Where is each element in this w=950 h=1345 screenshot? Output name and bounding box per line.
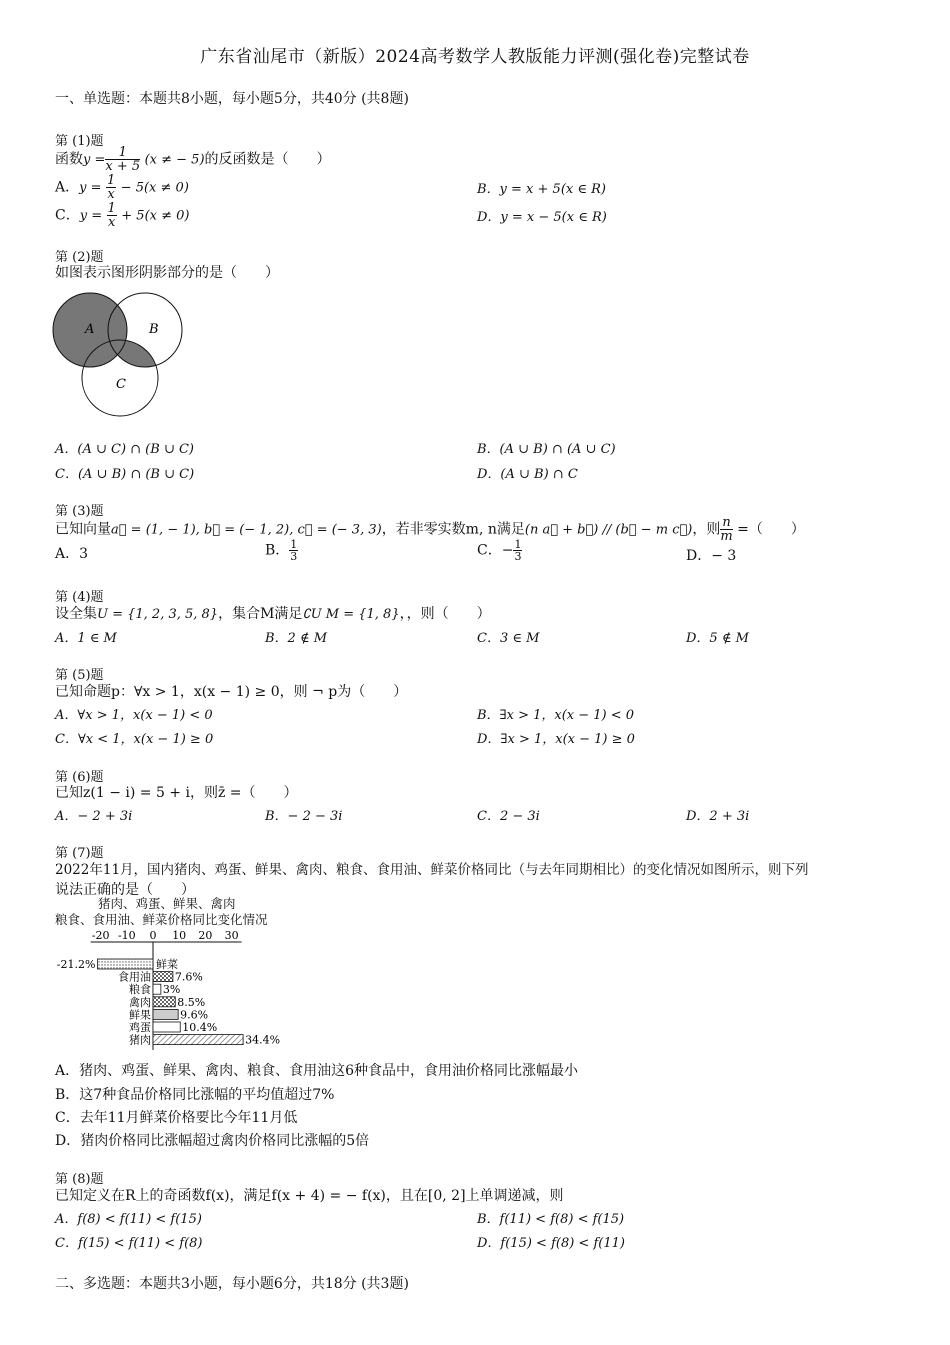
option-b[interactable]: B．(A ∪ B) ∩ (A ∪ C) xyxy=(477,442,616,457)
option-b[interactable]: B．f(11) < f(8) < f(15) xyxy=(477,1212,625,1227)
option-a[interactable] xyxy=(55,174,189,201)
math-expr: y = xyxy=(79,180,102,196)
math-expr: a⃗ = (1, − 1), b⃗ = (− 1, 2), c⃗ = (− 3, 3) xyxy=(111,522,382,538)
category-label: 鲜果 xyxy=(129,1008,151,1022)
x-tick-label: 30 xyxy=(224,929,239,942)
fraction-denominator: x xyxy=(108,215,116,230)
fraction-numerator: 1 xyxy=(290,538,298,551)
question-number: 第 (6)题 xyxy=(55,770,104,785)
venn-label-b: B xyxy=(149,322,159,337)
category-label: 禽肉 xyxy=(129,995,151,1009)
option-label: B． xyxy=(265,542,290,559)
option-a[interactable]: A．− 2 + 3i xyxy=(55,809,133,824)
x-tick-label: 20 xyxy=(198,929,213,942)
math-expr: U = {1, 2, 3, 5, 8} xyxy=(97,607,219,622)
math-expr: ∁U M = {1, 8} xyxy=(302,607,400,622)
bar-0 xyxy=(97,959,153,969)
option-b[interactable]: B．y = x + 5(x ∈ R) xyxy=(477,182,606,197)
option-d[interactable]: D．− 3 xyxy=(686,548,737,564)
option-c[interactable]: C．(A ∪ B) ∩ (B ∪ C) xyxy=(55,467,195,482)
section-heading-multiple-choice: 二、多选题：本题共3小题，每小题6分，共18分 (共3题) xyxy=(55,1276,409,1292)
math-expr: + 5(x ≠ 0) xyxy=(121,208,190,224)
section-heading-single-choice: 一、单选题：本题共8小题，每小题5分，共40分 (共8题) xyxy=(55,91,409,107)
option-c[interactable] xyxy=(477,539,522,562)
x-tick-label: 0 xyxy=(149,929,157,942)
value-label: 3% xyxy=(162,983,181,997)
question-number: 第 (1)题 xyxy=(55,134,104,149)
option-a[interactable]: A．1 ∈ M xyxy=(55,631,117,646)
value-label: -21.2% xyxy=(56,958,96,971)
venn-label-c: C xyxy=(116,377,126,392)
option-b[interactable]: B．2 ∉ M xyxy=(265,631,328,646)
bar-6 xyxy=(153,1035,243,1045)
question-number: 第 (2)题 xyxy=(55,250,104,265)
option-b[interactable]: B．− 2 − 3i xyxy=(265,809,343,824)
question-number: 第 (8)题 xyxy=(55,1172,104,1187)
option-d[interactable]: D．猪肉价格同比涨幅超过禽肉价格同比涨幅的5倍 xyxy=(55,1133,370,1149)
option-a[interactable]: A．∀x > 1，x(x − 1) < 0 xyxy=(55,708,213,723)
option-b[interactable]: B．∃x > 1，x(x − 1) < 0 xyxy=(477,708,635,723)
fraction-denominator: x + 5 xyxy=(105,159,141,174)
category-label: 鸡蛋 xyxy=(129,1021,151,1034)
stem-text: ，集合M满足 xyxy=(218,606,303,622)
option-d[interactable]: D．y = x − 5(x ∈ R) xyxy=(477,210,607,225)
math-expr: (x ≠ − 5) xyxy=(144,152,205,168)
x-tick-label: -10 xyxy=(117,929,136,942)
stem-text: 的反函数是（ ） xyxy=(204,151,331,168)
question-stem-line-2: 说法正确的是（ ） xyxy=(55,882,195,898)
fraction xyxy=(106,174,116,201)
option-c[interactable] xyxy=(55,202,189,229)
value-label: 34.4% xyxy=(245,1033,281,1047)
option-d[interactable]: D．∃x > 1，x(x − 1) ≥ 0 xyxy=(477,732,635,747)
option-c[interactable]: C．∀x < 1，x(x − 1) ≥ 0 xyxy=(55,732,214,747)
option-d[interactable]: D．2 + 3i xyxy=(686,809,750,824)
question-stem: 已知定义在R上的奇函数f(x)，满足f(x + 4) = − f(x)，且在[0, 2]上单调递减，则 xyxy=(55,1188,564,1204)
fraction-numerator: n xyxy=(722,515,731,530)
stem-text: =（ ） xyxy=(737,521,805,538)
x-tick-label: 10 xyxy=(172,929,187,942)
category-label: 鲜菜 xyxy=(156,958,178,971)
chart-title-line-2: 粮食、食用油、鲜菜价格同比变化情况 xyxy=(55,912,268,927)
page-title: 广东省汕尾市（新版）2024高考数学人教版能力评测(强化卷)完整试卷 xyxy=(200,47,750,67)
option-a[interactable]: A．(A ∪ C) ∩ (B ∪ C) xyxy=(55,442,194,457)
bar-1 xyxy=(153,972,173,982)
fraction-numerator: 1 xyxy=(514,538,522,551)
value-label: 9.6% xyxy=(180,1008,209,1022)
question-number: 第 (7)题 xyxy=(55,846,104,861)
option-label: C．− xyxy=(477,542,514,559)
chart-title-line-1: 猪肉、鸡蛋、鲜果、禽肉 xyxy=(98,896,236,911)
math-expr: y = xyxy=(79,208,103,224)
fraction xyxy=(289,539,298,562)
option-label: C． xyxy=(55,207,80,224)
option-c[interactable]: C．f(15) < f(11) < f(8) xyxy=(55,1236,203,1251)
option-label: A． xyxy=(55,179,80,196)
fraction xyxy=(107,202,117,229)
fraction xyxy=(105,146,140,173)
option-b[interactable] xyxy=(265,539,298,562)
fraction-denominator: m xyxy=(720,529,733,544)
stem-text: 函数 xyxy=(55,151,83,168)
option-d[interactable]: D．f(15) < f(8) < f(11) xyxy=(477,1236,625,1251)
fraction-numerator: 1 xyxy=(105,146,140,160)
option-a[interactable]: A．3 xyxy=(55,546,89,562)
bar-4 xyxy=(153,1009,178,1019)
value-label: 7.6% xyxy=(174,970,203,984)
bar-2 xyxy=(153,984,161,994)
fraction-denominator: 3 xyxy=(514,550,522,563)
value-label: 10.4% xyxy=(182,1021,218,1034)
option-d[interactable]: D．(A ∪ B) ∩ C xyxy=(477,467,578,482)
fraction-denominator: x xyxy=(107,187,115,202)
option-a[interactable]: A．猪肉、鸡蛋、鲜果、禽肉、粮食、食用油这6种食品中，食用油价格同比涨幅最小 xyxy=(55,1063,579,1079)
price-change-bar-chart xyxy=(50,925,290,1060)
option-c[interactable]: C．3 ∈ M xyxy=(477,631,540,646)
fraction-numerator: 1 xyxy=(106,173,116,188)
stem-text: 已知向量 xyxy=(55,521,111,538)
stem-text: ，，则（ ） xyxy=(399,606,491,622)
fraction xyxy=(513,539,522,562)
option-d[interactable]: D．5 ∉ M xyxy=(686,631,749,646)
option-c[interactable]: C．2 − 3i xyxy=(477,809,540,824)
category-label: 粮食 xyxy=(129,983,151,997)
x-tick-label: -20 xyxy=(91,929,110,942)
value-label: 8.5% xyxy=(177,995,206,1009)
fraction xyxy=(720,516,732,543)
question-stem-line-1: 2022年11月，国内猪肉、鸡蛋、鲜果、禽肉、粮食、食用油、鲜菜价格同比（与去年同期相比）的变化情况如图所示，则下列 xyxy=(55,862,809,878)
question-number: 第 (4)题 xyxy=(55,590,104,605)
question-stem: 已知z(1 − i) = 5 + i，则z̄ =（ ） xyxy=(55,785,298,801)
bar-5 xyxy=(153,1022,180,1032)
stem-text: ，则 xyxy=(692,521,721,538)
question-stem: 如图表示图形阴影部分的是（ ） xyxy=(55,265,279,281)
stem-text: 设全集 xyxy=(55,606,97,622)
bar-3 xyxy=(153,997,175,1007)
math-expr: − 5(x ≠ 0) xyxy=(120,180,189,196)
question-number: 第 (3)题 xyxy=(55,504,104,519)
fraction-numerator: 1 xyxy=(107,201,116,216)
option-b[interactable]: B．这7种食品价格同比涨幅的平均值超过7% xyxy=(55,1087,335,1103)
category-label: 食用油 xyxy=(118,970,151,984)
category-label: 猪肉 xyxy=(129,1033,151,1047)
venn-label-a: A xyxy=(85,322,95,337)
math-expr: (n a⃗ + b⃗) // (b⃗ − m c⃗) xyxy=(524,522,693,538)
option-a[interactable]: A．f(8) < f(11) < f(15) xyxy=(55,1212,202,1227)
question-number: 第 (5)题 xyxy=(55,668,104,683)
question-stem: 已知命题p：∀x > 1，x(x − 1) ≥ 0，则 ¬ p为（ ） xyxy=(55,684,408,700)
stem-text: ，若非零实数m, n满足 xyxy=(381,521,525,538)
venn-diagram xyxy=(45,285,195,425)
question-stem xyxy=(55,146,331,173)
option-c[interactable]: C．去年11月鲜菜价格要比今年11月低 xyxy=(55,1110,298,1126)
question-stem xyxy=(55,516,805,543)
fraction-denominator: 3 xyxy=(290,550,298,563)
question-stem xyxy=(55,603,491,623)
math-expr: y = xyxy=(83,152,106,168)
